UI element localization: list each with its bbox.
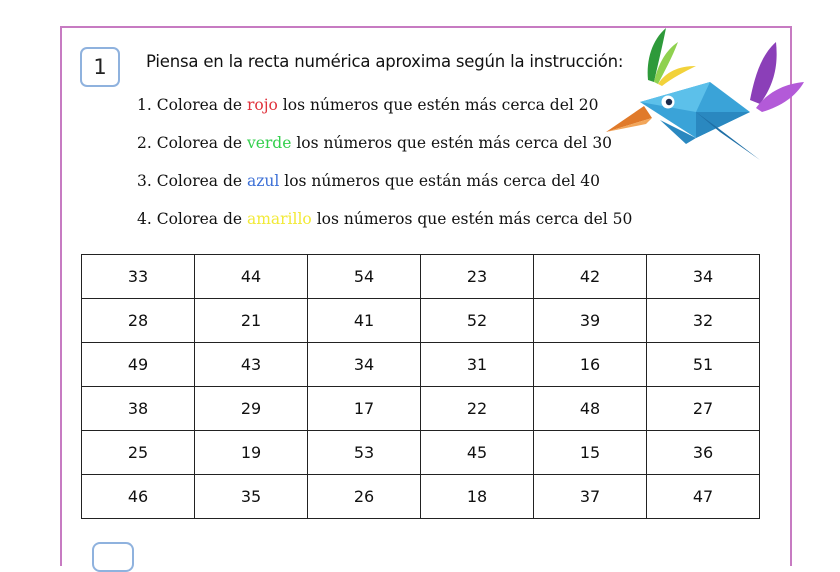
number-cell[interactable]: 37 [534, 475, 647, 519]
number-cell[interactable]: 54 [308, 255, 421, 299]
number-cell[interactable]: 26 [308, 475, 421, 519]
number-cell[interactable]: 43 [195, 343, 308, 387]
grid-row [82, 343, 760, 387]
number-cell[interactable]: 19 [195, 431, 308, 475]
number-cell[interactable]: 41 [308, 299, 421, 343]
number-cell[interactable]: 21 [195, 299, 308, 343]
number-cell[interactable]: 23 [421, 255, 534, 299]
number-cell[interactable]: 42 [534, 255, 647, 299]
number-cell[interactable]: 35 [195, 475, 308, 519]
exercise-title: Piensa en la recta numérica aproxima según la instrucción: [146, 52, 624, 71]
number-cell[interactable]: 33 [82, 255, 195, 299]
number-cell[interactable]: 45 [421, 431, 534, 475]
color-word-yellow: amarillo [246, 210, 312, 228]
instruction-suffix: los números que estén más cerca del 50 [311, 210, 633, 228]
grid-row [82, 255, 760, 299]
instruction-prefix: 3. Colorea de [137, 172, 247, 190]
number-cell[interactable]: 25 [82, 431, 195, 475]
instruction-suffix: los números que están más cerca del 40 [279, 172, 601, 190]
instruction-item [137, 132, 632, 170]
number-cell[interactable]: 32 [647, 299, 760, 343]
number-cell[interactable]: 48 [534, 387, 647, 431]
instruction-prefix: 2. Colorea de [137, 134, 247, 152]
instruction-suffix: los números que estén más cerca del 20 [277, 96, 599, 114]
instruction-prefix: 1. Colorea de [137, 96, 247, 114]
number-cell[interactable]: 29 [195, 387, 308, 431]
instruction-suffix: los números que estén más cerca del 30 [291, 134, 613, 152]
number-cell[interactable]: 51 [647, 343, 760, 387]
number-cell[interactable]: 27 [647, 387, 760, 431]
number-cell[interactable]: 36 [647, 431, 760, 475]
grid-row [82, 475, 760, 519]
instruction-list [137, 94, 632, 246]
exercise-number-badge [80, 47, 120, 87]
instruction-prefix: 4. Colorea de [137, 210, 247, 228]
number-cell[interactable]: 53 [308, 431, 421, 475]
number-cell[interactable]: 17 [308, 387, 421, 431]
exercise-number: 1 [93, 55, 107, 79]
next-exercise-badge [92, 542, 134, 572]
origami-bird-icon [600, 20, 810, 170]
number-cell[interactable]: 39 [534, 299, 647, 343]
color-word-red: rojo [246, 96, 278, 114]
grid-row [82, 431, 760, 475]
number-cell[interactable]: 52 [421, 299, 534, 343]
number-cell[interactable]: 49 [82, 343, 195, 387]
color-word-blue: azul [246, 172, 280, 190]
instruction-item [137, 170, 632, 208]
number-cell[interactable]: 34 [647, 255, 760, 299]
number-cell[interactable]: 31 [421, 343, 534, 387]
number-cell[interactable]: 18 [421, 475, 534, 519]
number-cell[interactable]: 16 [534, 343, 647, 387]
number-cell[interactable]: 47 [647, 475, 760, 519]
number-cell[interactable]: 22 [421, 387, 534, 431]
number-cell[interactable]: 46 [82, 475, 195, 519]
number-cell[interactable]: 34 [308, 343, 421, 387]
number-cell[interactable]: 44 [195, 255, 308, 299]
instruction-item [137, 94, 632, 132]
color-word-green: verde [246, 134, 292, 152]
number-cell[interactable]: 28 [82, 299, 195, 343]
grid-row [82, 299, 760, 343]
number-grid [81, 254, 760, 519]
instruction-item [137, 208, 632, 246]
grid-row [82, 387, 760, 431]
number-cell[interactable]: 38 [82, 387, 195, 431]
number-cell[interactable]: 15 [534, 431, 647, 475]
